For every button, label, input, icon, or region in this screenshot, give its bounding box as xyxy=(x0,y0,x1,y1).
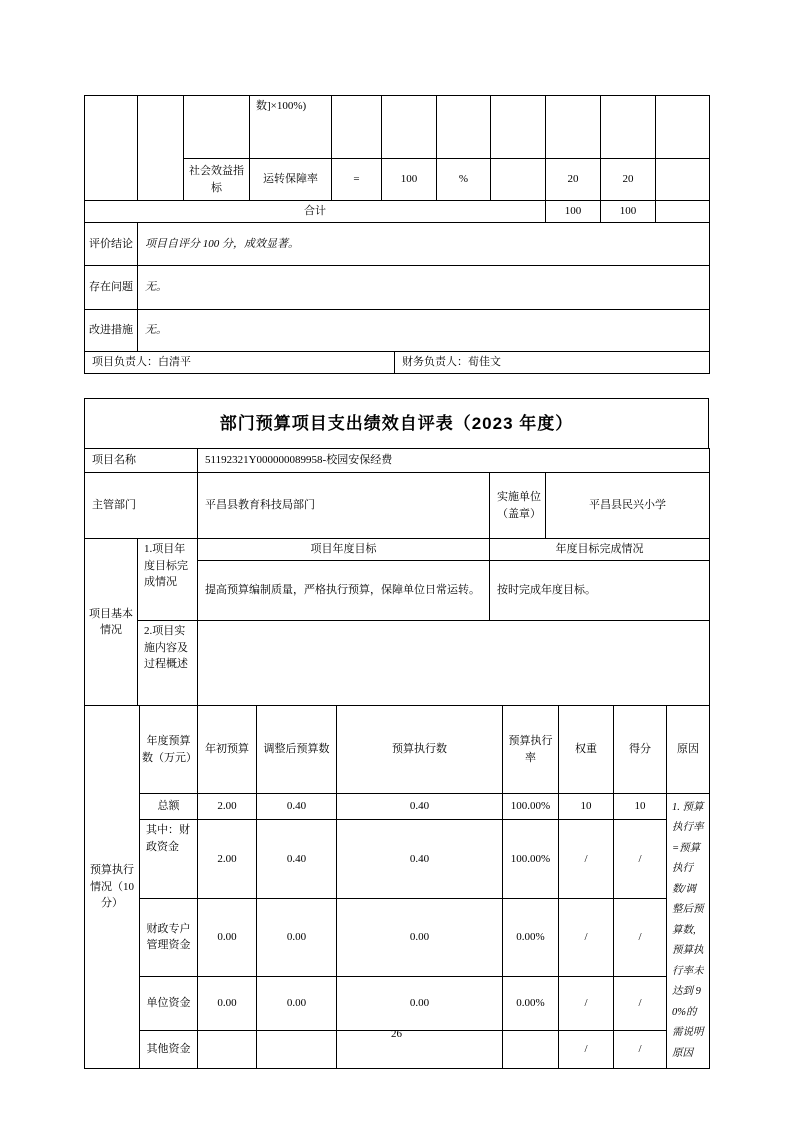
project-name-value: 51192321Y000000089958-校园安保经费 xyxy=(198,449,710,473)
unit-label: 实施单位（盖章） xyxy=(490,473,546,539)
prev-eval-table xyxy=(84,95,710,374)
budget-weight: / xyxy=(559,976,614,1030)
project-name-label: 项目名称 xyxy=(85,449,198,473)
conclusion-label: 评价结论 xyxy=(85,223,138,266)
measures-label: 改进措施 xyxy=(85,310,138,352)
budget-initial: 0.00 xyxy=(198,898,257,976)
empty-cell xyxy=(332,96,382,159)
social-benefit-category: 社会效益指标 xyxy=(184,159,250,201)
empty-cell xyxy=(491,159,546,201)
prev-eval-table-grid xyxy=(84,95,710,374)
budget-header-reason: 原因 xyxy=(667,706,710,794)
prev-category-empty xyxy=(184,96,250,159)
empty-cell xyxy=(546,96,601,159)
budget-score: / xyxy=(614,976,667,1030)
budget-executed: 0.00 xyxy=(337,898,503,976)
eval-table-2023 xyxy=(84,398,710,1069)
budget-header-initial: 年初预算 xyxy=(198,706,257,794)
empty-cell xyxy=(656,96,710,159)
budget-score: / xyxy=(614,820,667,898)
indicator-relation: = xyxy=(332,159,382,201)
budget-adjusted: 0.00 xyxy=(257,898,337,976)
goal-completion-text: 按时完成年度目标。 xyxy=(490,561,710,621)
measures-text: 无。 xyxy=(138,310,710,352)
budget-header-rate: 预算执行率 xyxy=(503,706,559,794)
budget-row-label: 财政专户管理资金 xyxy=(140,898,198,976)
budget-score: / xyxy=(614,898,667,976)
budget-row-unit-funds xyxy=(85,976,710,1030)
goal-col1-header: 项目年度目标 xyxy=(198,539,490,561)
indicator-name: 运转保障率 xyxy=(250,159,332,201)
budget-header-executed: 预算执行数 xyxy=(337,706,503,794)
impl-row-label: 2.项目实施内容及过程概述 xyxy=(138,621,198,706)
project-leader: 项目负责人：白清平 xyxy=(85,352,395,373)
budget-row-special-account xyxy=(85,898,710,976)
budget-adjusted: 0.40 xyxy=(257,794,337,820)
budget-weight: / xyxy=(559,1030,614,1068)
budget-initial: 2.00 xyxy=(198,820,257,898)
budget-rate: 0.00% xyxy=(503,976,559,1030)
budget-score: / xyxy=(614,1030,667,1068)
total-score: 100 xyxy=(601,201,656,223)
budget-reason-note: 1. 预算执行率=预算执行数/调整后预算数,预算执行率未达到 90%的需说明原因 xyxy=(667,794,710,1069)
empty-cell xyxy=(656,159,710,201)
budget-row-label: 总额 xyxy=(140,794,198,820)
department-value: 平昌县教育科技局部门 xyxy=(198,473,490,539)
budget-rate: 0.00% xyxy=(503,898,559,976)
budget-executed: 0.40 xyxy=(337,820,503,898)
empty-cell xyxy=(656,201,710,223)
budget-rate: 100.00% xyxy=(503,820,559,898)
empty-cell xyxy=(491,96,546,159)
goal-row-label: 1.项目年度目标完成情况 xyxy=(138,539,198,621)
eval-title-table xyxy=(84,398,709,449)
budget-row-label: 其中：财政资金 xyxy=(140,820,198,898)
total-weight: 100 xyxy=(546,201,601,223)
problems-label: 存在问题 xyxy=(85,266,138,310)
budget-row-label: 单位资金 xyxy=(140,976,198,1030)
budget-row-label: 其他资金 xyxy=(140,1030,198,1068)
prev-col2-empty xyxy=(138,96,184,201)
leaders-row xyxy=(85,352,710,374)
conclusion-text: 项目自评分 100 分，成效显著。 xyxy=(138,223,710,266)
formula-tail-cell: 数]×100%) xyxy=(250,96,332,159)
basic-section-label: 项目基本情况 xyxy=(85,539,138,706)
budget-initial: 0.00 xyxy=(198,976,257,1030)
budget-section-label: 预算执行情况（10 分） xyxy=(85,706,140,1069)
budget-executed: 0.00 xyxy=(337,976,503,1030)
budget-initial: 2.00 xyxy=(198,794,257,820)
empty-cell xyxy=(437,96,491,159)
budget-header-annual: 年度预算数（万元） xyxy=(140,706,198,794)
indicator-unit: % xyxy=(437,159,491,201)
budget-header-score: 得分 xyxy=(614,706,667,794)
budget-weight: / xyxy=(559,820,614,898)
indicator-value: 100 xyxy=(382,159,437,201)
indicator-score: 20 xyxy=(601,159,656,201)
basic-info-table xyxy=(84,538,710,706)
finance-leader: 财务负责人：荀佳文 xyxy=(402,356,501,368)
eval-head-table xyxy=(84,448,710,539)
unit-value: 平昌县民兴小学 xyxy=(546,473,710,539)
eval-table-title: 部门预算项目支出绩效自评表（2023 年度） xyxy=(85,399,709,449)
budget-adjusted: 0.40 xyxy=(257,820,337,898)
prev-col1-empty xyxy=(85,96,138,201)
budget-executed: 0.40 xyxy=(337,794,503,820)
total-label: 合计 xyxy=(85,201,546,223)
budget-header-adjusted: 调整后预算数 xyxy=(257,706,337,794)
empty-cell xyxy=(382,96,437,159)
budget-row-total xyxy=(85,794,710,820)
budget-weight: 10 xyxy=(559,794,614,820)
budget-header-weight: 权重 xyxy=(559,706,614,794)
impl-text xyxy=(198,621,710,706)
budget-exec-table xyxy=(84,705,710,1069)
indicator-weight: 20 xyxy=(546,159,601,201)
budget-weight: / xyxy=(559,898,614,976)
budget-adjusted: 0.00 xyxy=(257,976,337,1030)
department-label: 主管部门 xyxy=(85,473,198,539)
empty-cell xyxy=(601,96,656,159)
goal-col2-header: 年度目标完成情况 xyxy=(490,539,710,561)
budget-row-fiscal xyxy=(85,820,710,898)
budget-rate: 100.00% xyxy=(503,794,559,820)
goal-target-text: 提高预算编制质量，严格执行预算，保障单位日常运转。 xyxy=(198,561,490,621)
budget-score: 10 xyxy=(614,794,667,820)
problems-text: 无。 xyxy=(138,266,710,310)
page-number: 26 xyxy=(391,1028,402,1040)
